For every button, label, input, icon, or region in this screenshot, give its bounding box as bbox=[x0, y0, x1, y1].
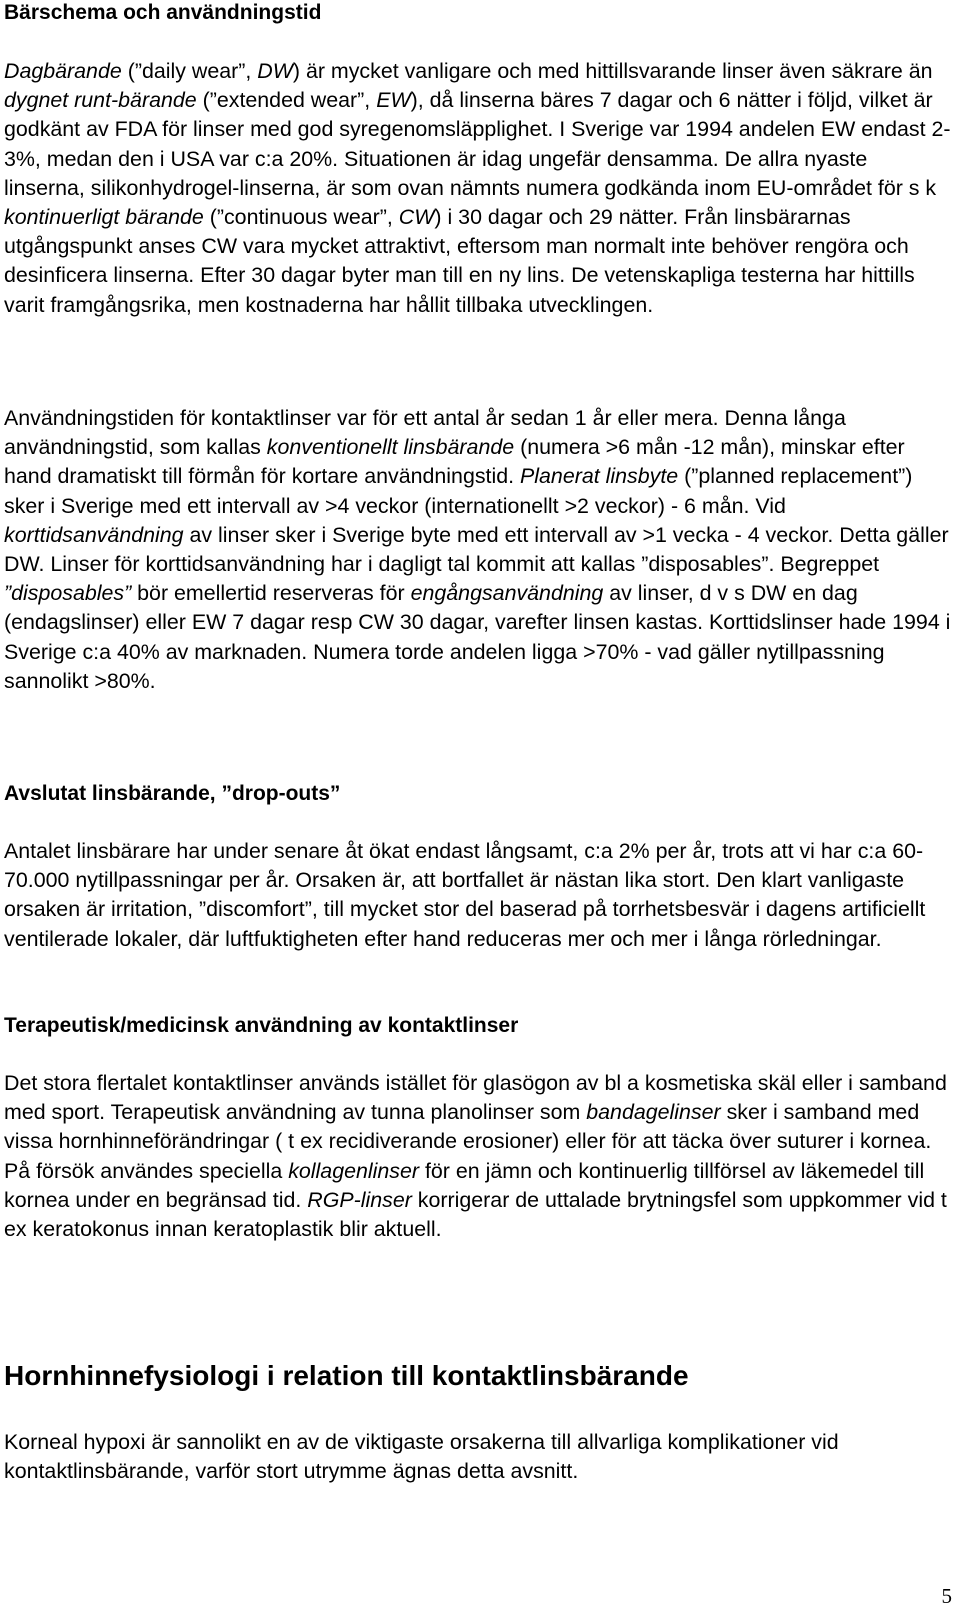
emphasized-term: engångsanvändning bbox=[410, 581, 604, 606]
text-run: (”continuous wear”, bbox=[203, 205, 399, 230]
text-run: sker i samband med vissa hornhinneförändringar ( t ex recidiverande erosioner) eller för att täcka över suturer i kornea. På försök användes speciella bbox=[4, 1100, 932, 1183]
text-run: av linser, d v s DW en dag (endagslinser) eller EW 7 dagar resp CW 30 dagar, varefter linsen kastas. Korttidslinser hade 1994 i Sverige c:a 40% av marknaden. Numera torde andelen ligga >70% - vad gäller nytillpassning sannolikt >80%. bbox=[4, 581, 951, 693]
text-run: Det stora flertalet kontaktlinser används istället för glasögon av bl a kosmetiska skäl eller i samband med sport. Terapeutisk användning av tunna planolinser som bbox=[4, 1071, 947, 1125]
paragraph-hornhinnefysiologi bbox=[4, 1428, 954, 1486]
emphasized-term: DW bbox=[257, 59, 293, 83]
section-heading-terapeutisk: Terapeutisk/medicinsk användning av kontaktlinser bbox=[4, 1014, 519, 1037]
emphasized-term: bandagelinser bbox=[586, 1100, 721, 1125]
paragraph-drop-outs bbox=[4, 837, 954, 954]
emphasized-term: kollagenlinser bbox=[288, 1158, 420, 1183]
text-run: (”daily wear”, bbox=[121, 59, 258, 83]
emphasized-term: dygnet runt-bärande bbox=[4, 88, 197, 113]
text-run: av linser sker i Sverige byte med ett intervall av >1 vecka - 4 veckor. Detta gäller DW. Linser för korttidsanvändning har i dagligt tal kommit att kallas ”disposables”. Begreppet bbox=[4, 522, 949, 577]
text-run: Antalet linsbärare har under senare åt ökat endast långsamt, c:a 2% per år, trots att vi har c:a 60-70.000 nytillpassningar per år. Orsaken är, att bortfallet är nästan lika stort. Den klart vanligaste orsaken är irritation, ”discomfort”, till mycket stor del baserad på torrhetsbesvär i dagens artificiellt ventilerade lokaler, där luftfuktigheten efter hand reduceras mer och mer i långa rörledningar. bbox=[4, 839, 926, 951]
text-run: (numera >6 mån -12 mån), minskar efter hand dramatiskt till förmån för kortare användningstid. bbox=[4, 435, 905, 489]
text-run: Korneal hypoxi är sannolikt en av de viktigaste orsakerna till allvarliga komplikationer vid kontaktlinsbärande, varför stort utrymme ägnas detta avsnitt. bbox=[4, 1430, 839, 1484]
paragraph-terapeutisk bbox=[4, 1069, 954, 1244]
text-run: Användningstiden för kontaktlinser var för ett antal år sedan 1 år eller mera. Denna långa användningstid, som kallas bbox=[4, 406, 846, 460]
section-heading-drop-outs: Avslutat linsbärande, ”drop-outs” bbox=[4, 782, 341, 805]
page-number: 5 bbox=[941, 1584, 952, 1608]
text-run: ) i 30 dagar och 29 nätter. Från linsbärarnas utgångspunkt anses CW vara mycket attraktivt, eftersom man normalt inte behöver rengöra och desinficera linserna. Efter 30 dagar byter man till en ny lins. De vetenskapliga testerna har hittills varit framgångsrika, men kostnaderna har hållit tillbaka utvecklingen. bbox=[4, 205, 915, 317]
paragraph-anvandningstid bbox=[4, 404, 954, 696]
emphasized-term: konventionellt linsbärande bbox=[266, 435, 515, 460]
text-run: bör emellertid reserveras för bbox=[131, 581, 411, 606]
emphasized-term: Planerat linsbyte bbox=[520, 464, 679, 489]
text-run: korrigerar de uttalade brytningsfel som uppkommer vid t ex keratokonus innan keratoplastik blir aktuell. bbox=[4, 1187, 947, 1242]
section-heading-hornhinnefysiologi: Hornhinnefysiologi i relation till kontaktlinsbärande bbox=[4, 1360, 689, 1391]
paragraph-dagbarande bbox=[4, 57, 954, 320]
emphasized-term: RGP-linser bbox=[307, 1187, 412, 1212]
text-run: ) är mycket vanligare och med hittillsvarande linser även säkrare än bbox=[292, 59, 933, 83]
text-run: (”extended wear”, bbox=[196, 88, 377, 113]
emphasized-term: kontinuerligt bärande bbox=[4, 205, 204, 230]
section-heading-barschema: Bärschema och användningstid bbox=[4, 1, 322, 24]
emphasized-term: korttidsanvändning bbox=[4, 522, 184, 547]
emphasized-term: EW bbox=[376, 88, 411, 113]
text-run: för en jämn och kontinuerlig tillförsel av läkemedel till kornea under en begränsad tid. bbox=[4, 1158, 925, 1212]
emphasized-term: ”disposables” bbox=[4, 581, 132, 606]
emphasized-term: CW bbox=[398, 205, 435, 230]
text-run: ), då linserna bäres 7 dagar och 6 nätter i följd, vilket är godkänt av FDA för linser med god syregenomsläpplighet. I Sverige var 1994 andelen EW endast 2-3%, medan den i USA var c:a 20%. Situationen är idag ungefär densamma. De allra nyaste linserna, silikonhydrogel-linserna, är som ovan nämnts numera godkända inom EU-området för s k bbox=[4, 88, 951, 200]
text-run: (”planned replacement”) sker i Sverige med ett intervall av >4 veckor (internationellt >2 veckor) - 6 mån. Vid bbox=[4, 464, 913, 518]
emphasized-term: Dagbärande bbox=[4, 59, 122, 83]
